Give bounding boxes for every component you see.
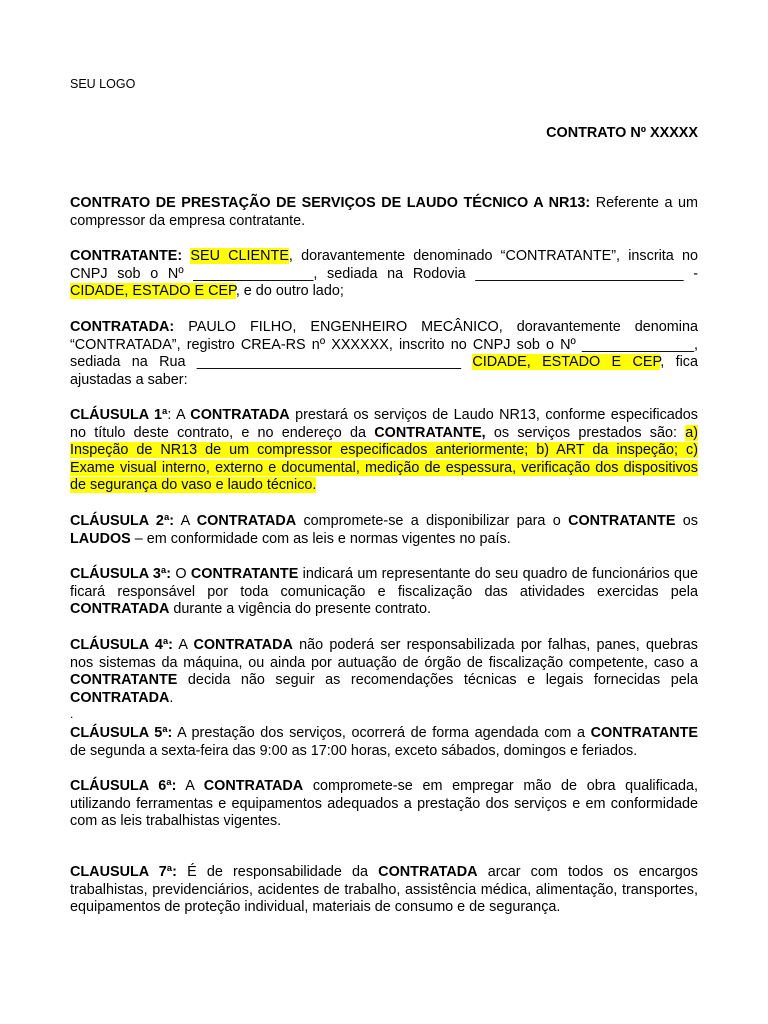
clausula-1-services-highlight: a) Inspeção de NR13 de um compressor especificados anteriormente; b) ART da inspeção; c) Exame visual interno, externo e documental, medição de espessura, verificação dos dispositivos de segurança do vaso e laudo técnico. xyxy=(70,424,698,494)
contratada-address-highlight: CIDADE, ESTADO E CEP xyxy=(472,354,661,371)
intro-title: CONTRATO DE PRESTAÇÃO DE SERVIÇOS DE LAUDO TÉCNICO A NR13: xyxy=(70,195,591,211)
clausula-7-text: É de responsabilidade da xyxy=(176,864,379,880)
clausula-7-party: CONTRATADA xyxy=(378,864,478,880)
clausula-5-party: CONTRATANTE xyxy=(590,725,698,741)
clausula-5-text: de segunda a sexta-feira das 9:00 as 17:00 horas, exceto sábados, domingos e feriados. xyxy=(70,742,638,759)
clausula-7-text: arcar com todos os encargos trabalhistas, previdenciários, acidentes de trabalho, assistência médica, alimentação, transportes, equipamentos de proteção individual, materiais de consumo e de segurança. xyxy=(70,864,698,916)
clausula-3-text: indicará um representante do seu quadro de funcionários que ficará responsável por toda comunicação e fiscalização das atividades exercidas pela xyxy=(70,566,698,600)
clausula-2-text: os xyxy=(675,513,698,529)
clausula-6-label: CLÁUSULA 6ª: xyxy=(70,778,177,794)
clausula-1 xyxy=(70,407,698,495)
intro-text: Referente a um compressor da empresa contratante. xyxy=(70,195,698,229)
clausula-1-text: : A xyxy=(167,407,191,423)
clausula-4-text: . xyxy=(169,689,174,706)
contratante-address-highlight: CIDADE, ESTADO E CEP xyxy=(70,283,236,300)
clausula-4-text: decida não seguir as recomendações técnicas e legais fornecidas pela xyxy=(177,672,698,689)
clausula-7-label: CLAUSULA 7ª: xyxy=(70,864,177,880)
clausula-4-text: não poderá ser responsabilizada por falhas, panes, quebras nos sistemas da máquina, ou ainda por autuação de órgão de fiscalização competente, caso a xyxy=(70,637,698,671)
clausula-1-party: CONTRATANTE, xyxy=(374,424,486,441)
clausula-1-label: CLÁUSULA 1ª xyxy=(70,407,168,423)
clausula-4-party: CONTRATADA xyxy=(193,637,293,653)
clausula-5-label: CLÁUSULA 5ª: xyxy=(70,725,173,741)
clausula-6-party: CONTRATADA xyxy=(203,778,304,794)
clausula-2 xyxy=(70,513,698,548)
clausula-2-label: CLÁUSULA 2ª: xyxy=(70,513,175,529)
logo-placeholder: SEU LOGO xyxy=(70,77,136,91)
clausula-4-label: CLÁUSULA 4ª: xyxy=(70,637,173,653)
contratada-text: PAULO FILHO, ENGENHEIRO MECÂNICO, doravantemente denomina “CONTRATADA”, registro CREA-RS nº XXXXXX, inscrito no CNPJ sob o Nº ______________, sediada na Rua _________________________________ xyxy=(70,319,698,371)
contract-number: CONTRATO Nº XXXXX xyxy=(546,125,698,141)
clausula-3-party: CONTRATADA xyxy=(70,601,170,618)
contratante-label: CONTRATANTE: xyxy=(70,248,183,264)
clausula-1-text: os serviços prestados são: xyxy=(485,424,686,441)
clausula-2-laudos: LAUDOS xyxy=(70,530,131,547)
contratada-paragraph xyxy=(70,319,698,389)
clausula-6-text: A xyxy=(176,778,204,794)
clausula-6 xyxy=(70,778,698,831)
clausula-3-party: CONTRATANTE xyxy=(190,566,299,582)
clausula-5 xyxy=(70,725,698,760)
clausula-4-party: CONTRATANTE xyxy=(70,672,178,689)
client-name-highlight: SEU CLIENTE xyxy=(190,248,289,264)
contratada-text-end: , fica ajustadas a saber: xyxy=(70,354,698,388)
contratada-label: CONTRATADA: xyxy=(70,319,175,335)
contratante-text-end: , e do outro lado; xyxy=(235,283,344,300)
clausula-2-party: CONTRATADA xyxy=(196,513,297,529)
clausula-4-party: CONTRATADA xyxy=(70,689,170,706)
clausula-2-party: CONTRATANTE xyxy=(568,513,676,529)
intro-paragraph xyxy=(70,195,698,230)
clausula-1-party: CONTRATADA xyxy=(190,407,290,423)
clausula-3-text: durante a vigência do presente contrato. xyxy=(169,601,431,618)
separator-dot: . xyxy=(70,707,74,721)
clausula-2-text: A xyxy=(174,513,197,529)
clausula-7 xyxy=(70,864,698,917)
clausula-6-text: compromete-se em empregar mão de obra qualificada, utilizando ferramentas e equipamentos adequados a prestação dos serviços e em conformidade com as leis trabalhistas vigentes. xyxy=(70,778,698,830)
clausula-5-text: A prestação dos serviços, ocorrerá de forma agendada com a xyxy=(172,725,591,741)
clausula-4 xyxy=(70,637,698,707)
clausula-4-text: A xyxy=(172,637,194,653)
clausula-3 xyxy=(70,566,698,619)
contratante-paragraph xyxy=(70,248,698,301)
clausula-1-text: prestará os serviços de Laudo NR13, conforme especificados no título deste contrato, e no endereço da xyxy=(70,407,699,441)
clausula-3-label: CLÁUSULA 3ª: xyxy=(70,566,172,582)
clausula-3-text: O xyxy=(171,566,191,582)
clausula-2-text: – em conformidade com as leis e normas vigentes no país. xyxy=(130,530,511,547)
clausula-2-text: compromete-se a disponibilizar para o xyxy=(296,513,569,529)
contratante-text: , doravantemente denominado “CONTRATANTE”, inscrita no CNPJ sob o Nº _______________, sediada na Rodovia __________________________ - xyxy=(70,248,698,282)
